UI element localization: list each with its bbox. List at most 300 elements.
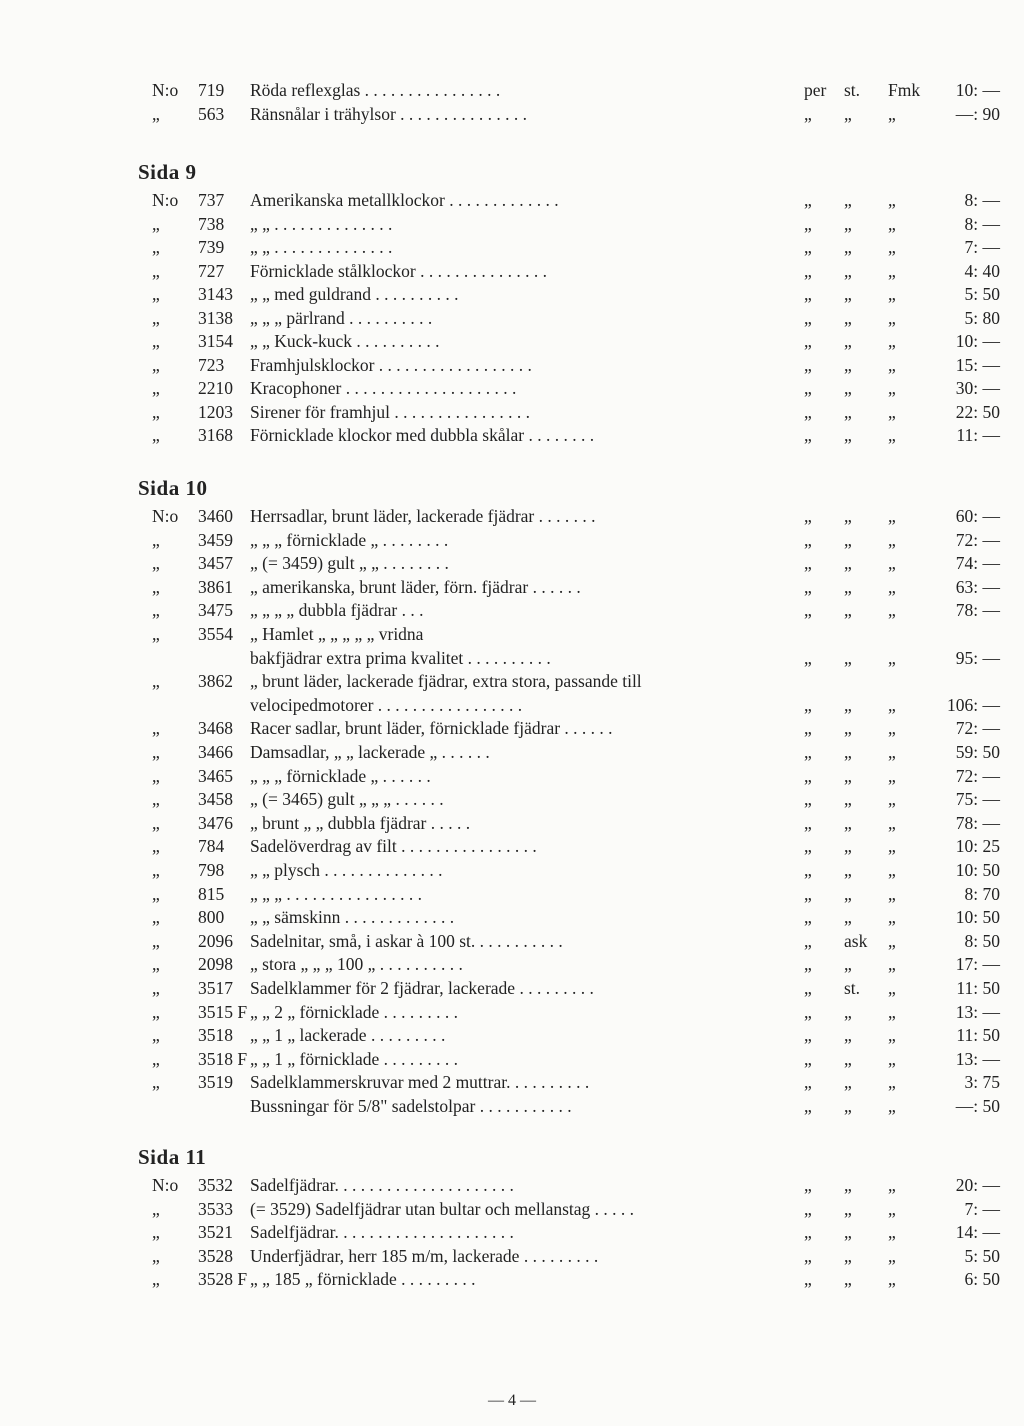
- catalog-row: [0, 259, 1024, 283]
- catalog-row: [0, 78, 1024, 102]
- item-prefix: „: [152, 425, 160, 445]
- item-prefix: „: [152, 789, 160, 810]
- catalog-row: [0, 858, 1024, 882]
- item-price: 17: —: [955, 954, 1000, 975]
- item-number: 739: [198, 237, 225, 257]
- item-number: 3476: [198, 812, 233, 833]
- unit-col-2: „: [844, 237, 852, 257]
- item-description: Sadelfjädrar. . . . . . . . . . . . . . . . . . . . .: [250, 1175, 514, 1195]
- unit-col-2: „: [844, 529, 852, 550]
- unit-col-1: „: [804, 600, 812, 621]
- catalog-row: [0, 1000, 1024, 1024]
- unit-col-3: „: [888, 307, 896, 328]
- item-price: 72: —: [955, 765, 1000, 786]
- item-description: Ränsnålar i trähylsor . . . . . . . . . . . . . . .: [250, 103, 528, 124]
- item-price: 15: —: [955, 354, 1000, 375]
- item-description: „ „ sämskinn . . . . . . . . . . . . .: [250, 907, 455, 928]
- unit-col-1: „: [804, 836, 812, 857]
- item-price: 11: —: [956, 425, 1000, 445]
- unit-col-3: Fmk: [888, 80, 921, 100]
- unit-col-2: „: [844, 1025, 852, 1046]
- unit-col-2: „: [844, 718, 852, 739]
- item-prefix: „: [152, 718, 160, 739]
- item-prefix: „: [152, 671, 160, 692]
- item-price: 13: —: [955, 1001, 1000, 1022]
- item-number: 800: [198, 907, 225, 928]
- unit-col-3: „: [888, 930, 896, 951]
- unit-col-3: „: [888, 1096, 896, 1116]
- unit-col-3: „: [888, 260, 896, 281]
- item-number: 727: [198, 260, 225, 281]
- unit-col-3: „: [888, 553, 896, 574]
- item-prefix: „: [152, 907, 160, 928]
- unit-col-1: „: [804, 1222, 812, 1242]
- unit-col-2: „: [844, 506, 852, 526]
- item-price: 3: 75: [964, 1072, 1000, 1093]
- unit-col-2: „: [844, 1222, 852, 1242]
- item-number: 3475: [198, 600, 233, 621]
- unit-col-3: „: [888, 401, 896, 422]
- item-description: Kracophoner . . . . . . . . . . . . . . . . . . . .: [250, 378, 517, 398]
- item-number: 737: [198, 190, 225, 210]
- item-number: 719: [198, 80, 225, 100]
- unit-col-2: „: [844, 401, 852, 422]
- unit-col-3: „: [888, 954, 896, 975]
- item-description: „ stora „ „ „ 100 „ . . . . . . . . . .: [250, 954, 463, 975]
- catalog-row: [0, 1047, 1024, 1071]
- item-description: „ brunt „ „ dubbla fjädrar . . . . .: [250, 812, 471, 833]
- unit-col-1: „: [804, 1198, 812, 1219]
- unit-col-3: „: [888, 331, 896, 351]
- unit-col-3: „: [888, 978, 896, 998]
- item-prefix: „: [152, 812, 160, 833]
- unit-col-2: „: [844, 1048, 852, 1069]
- unit-col-2: „: [844, 576, 852, 597]
- unit-col-1: „: [804, 789, 812, 810]
- item-prefix: „: [152, 1048, 160, 1069]
- unit-col-3: „: [888, 812, 896, 833]
- catalog-row: [0, 1023, 1024, 1047]
- item-description: „ „ 185 „ förnicklade . . . . . . . . .: [250, 1269, 476, 1289]
- item-prefix: „: [152, 307, 160, 328]
- item-number: 3554: [198, 624, 233, 644]
- item-price: 72: —: [955, 529, 1000, 550]
- item-price: 10: —: [955, 331, 1000, 351]
- item-description: „ amerikanska, brunt läder, förn. fjädrar . . . . . .: [250, 576, 581, 597]
- unit-col-1: „: [804, 647, 812, 668]
- item-price: 10: 25: [955, 836, 1000, 857]
- item-description: Sadelnitar, små, i askar à 100 st. . . . . . . . . . .: [250, 930, 563, 951]
- item-description: bakfjädrar extra prima kvalitet . . . . . . . . . .: [250, 647, 551, 668]
- catalog-row: [0, 976, 1024, 1000]
- unit-col-3: „: [888, 1025, 896, 1046]
- unit-col-1: „: [804, 553, 812, 574]
- unit-col-1: „: [804, 930, 812, 951]
- unit-col-2: „: [844, 103, 852, 124]
- item-prefix: N:o: [152, 506, 179, 526]
- item-description: „ „ „ „ dubbla fjädrar . . .: [250, 600, 424, 621]
- unit-col-2: „: [844, 1269, 852, 1289]
- item-description: „ „ 1 „ förnicklade . . . . . . . . .: [250, 1048, 458, 1069]
- section-title: Sida 9: [138, 160, 197, 184]
- item-prefix: „: [152, 600, 160, 621]
- catalog-row: [0, 787, 1024, 811]
- item-price: 6: 50: [964, 1269, 1000, 1289]
- catalog-row: [0, 598, 1024, 622]
- unit-col-2: ask: [844, 930, 868, 951]
- unit-col-2: „: [844, 742, 852, 762]
- catalog-row: [0, 575, 1024, 599]
- item-description: Sirener för framhjul . . . . . . . . . . . . . . . .: [250, 401, 530, 422]
- item-prefix: „: [152, 401, 160, 422]
- catalog-row: [0, 329, 1024, 353]
- unit-col-1: „: [804, 694, 812, 715]
- unit-col-2: „: [844, 378, 852, 398]
- item-number: 563: [198, 103, 225, 124]
- catalog-row: [0, 1267, 1024, 1291]
- item-price: 30: —: [955, 378, 1000, 398]
- item-description: Sadelklammerskruvar med 2 muttrar. . . . . . . . . .: [250, 1072, 590, 1093]
- item-number: 3458: [198, 789, 233, 810]
- unit-col-2: „: [844, 812, 852, 833]
- unit-col-3: „: [888, 860, 896, 880]
- item-price: 8: —: [964, 213, 1000, 234]
- item-prefix: „: [152, 1198, 160, 1219]
- catalog-row: [0, 400, 1024, 424]
- unit-col-3: „: [888, 907, 896, 928]
- unit-col-3: „: [888, 1198, 896, 1219]
- catalog-row: [0, 504, 1024, 528]
- unit-col-1: „: [804, 354, 812, 375]
- unit-col-1: „: [804, 1025, 812, 1046]
- unit-col-2: „: [844, 354, 852, 375]
- item-prefix: „: [152, 1222, 160, 1242]
- unit-col-3: „: [888, 190, 896, 210]
- unit-col-2: „: [844, 1245, 852, 1266]
- item-prefix: „: [152, 213, 160, 234]
- unit-col-1: „: [804, 1001, 812, 1022]
- catalog-row: [0, 646, 1024, 670]
- item-number: 2098: [198, 954, 233, 975]
- item-prefix: „: [152, 331, 160, 351]
- item-number: 3532: [198, 1175, 233, 1195]
- catalog-row: [0, 282, 1024, 306]
- unit-col-3: „: [888, 789, 896, 810]
- item-number: 3528 F: [198, 1269, 248, 1289]
- unit-col-3: „: [888, 647, 896, 668]
- item-description: Racer sadlar, brunt läder, förnicklade fjädrar . . . . . .: [250, 718, 613, 739]
- item-price: —: 90: [955, 103, 1000, 124]
- unit-col-3: „: [888, 529, 896, 550]
- unit-col-2: „: [844, 647, 852, 668]
- unit-col-1: „: [804, 860, 812, 880]
- item-price: 5: 50: [964, 1245, 1000, 1266]
- item-number: 784: [198, 836, 225, 857]
- item-prefix: „: [152, 529, 160, 550]
- unit-col-2: „: [844, 284, 852, 304]
- item-description: „ (= 3465) gult „ „ „ . . . . . .: [250, 789, 444, 810]
- item-price: 20: —: [955, 1175, 1000, 1195]
- item-description: velocipedmotorer . . . . . . . . . . . . . . . . .: [250, 694, 523, 715]
- item-number: 738: [198, 213, 225, 234]
- item-description: Röda reflexglas . . . . . . . . . . . . . . . .: [250, 80, 501, 100]
- item-prefix: „: [152, 954, 160, 975]
- unit-col-2: „: [844, 860, 852, 880]
- catalog-row: [0, 905, 1024, 929]
- item-number: 3533: [198, 1198, 233, 1219]
- item-description: Damsadlar, „ „ lackerade „ . . . . . .: [250, 742, 490, 762]
- item-description: Sadelöverdrag av filt . . . . . . . . . . . . . . . .: [250, 836, 537, 857]
- item-prefix: „: [152, 930, 160, 951]
- unit-col-3: „: [888, 576, 896, 597]
- item-price: 78: —: [955, 600, 1000, 621]
- item-prefix: „: [152, 765, 160, 786]
- unit-col-3: „: [888, 1245, 896, 1266]
- unit-col-3: „: [888, 213, 896, 234]
- unit-col-1: „: [804, 1072, 812, 1093]
- catalog-row: [0, 1220, 1024, 1244]
- unit-col-3: „: [888, 103, 896, 124]
- item-prefix: „: [152, 378, 160, 398]
- item-price: 10: 50: [955, 860, 1000, 880]
- item-description: „ (= 3459) gult „ „ . . . . . . . .: [250, 553, 449, 574]
- catalog-row: [0, 811, 1024, 835]
- unit-col-3: „: [888, 694, 896, 715]
- catalog-row: [0, 306, 1024, 330]
- item-price: 60: —: [955, 506, 1000, 526]
- unit-col-3: „: [888, 836, 896, 857]
- item-description: „ „ . . . . . . . . . . . . . .: [250, 237, 393, 257]
- catalog-row: [0, 188, 1024, 212]
- item-number: 3528: [198, 1245, 233, 1266]
- item-prefix: „: [152, 1072, 160, 1093]
- item-price: 5: 50: [964, 284, 1000, 304]
- catalog-row: [0, 1197, 1024, 1221]
- unit-col-2: „: [844, 307, 852, 328]
- item-number: 3465: [198, 765, 233, 786]
- unit-col-3: „: [888, 1048, 896, 1069]
- item-description: „ „ med guldrand . . . . . . . . . .: [250, 284, 459, 304]
- item-number: 723: [198, 354, 225, 375]
- item-description: „ „ 2 „ förnicklade . . . . . . . . .: [250, 1001, 458, 1022]
- item-price: 74: —: [955, 553, 1000, 574]
- unit-col-1: „: [804, 284, 812, 304]
- catalog-row: [0, 740, 1024, 764]
- unit-col-1: „: [804, 190, 812, 210]
- unit-col-2: „: [844, 1072, 852, 1093]
- item-price: 5: 80: [964, 307, 1000, 328]
- unit-col-3: „: [888, 354, 896, 375]
- item-prefix: „: [152, 553, 160, 574]
- item-prefix: „: [152, 260, 160, 281]
- item-number: 798: [198, 860, 225, 880]
- item-description: Amerikanska metallklockor . . . . . . . . . . . . .: [250, 190, 559, 210]
- item-description: Förnicklade stålklockor . . . . . . . . . . . . . . .: [250, 260, 547, 281]
- item-price: 63: —: [955, 576, 1000, 597]
- item-price: 78: —: [955, 812, 1000, 833]
- unit-col-2: „: [844, 331, 852, 351]
- unit-col-1: per: [804, 80, 827, 100]
- unit-col-1: „: [804, 907, 812, 928]
- catalog-row: [0, 693, 1024, 717]
- unit-col-3: „: [888, 1175, 896, 1195]
- item-price: 10: —: [955, 80, 1000, 100]
- catalog-row: [0, 929, 1024, 953]
- catalog-row: [0, 1070, 1024, 1094]
- unit-col-2: „: [844, 907, 852, 928]
- item-description: „ „ „ förnicklade „ . . . . . .: [250, 765, 431, 786]
- unit-col-1: „: [804, 742, 812, 762]
- unit-col-3: „: [888, 883, 896, 904]
- item-prefix: „: [152, 576, 160, 597]
- item-prefix: „: [152, 836, 160, 857]
- item-price: 11: 50: [956, 978, 1000, 998]
- item-prefix: N:o: [152, 190, 179, 210]
- catalog-row: [0, 423, 1024, 447]
- unit-col-3: „: [888, 378, 896, 398]
- unit-col-1: „: [804, 1269, 812, 1289]
- item-number: 3518 F: [198, 1048, 248, 1069]
- catalog-row: [0, 1244, 1024, 1268]
- unit-col-3: „: [888, 1269, 896, 1289]
- unit-col-1: „: [804, 812, 812, 833]
- item-number: 3154: [198, 331, 233, 351]
- item-prefix: „: [152, 624, 160, 644]
- item-price: 14: —: [955, 1222, 1000, 1242]
- item-number: 3521: [198, 1222, 233, 1242]
- item-number: 1203: [198, 401, 233, 422]
- catalog-row: [0, 353, 1024, 377]
- catalog-row: [0, 882, 1024, 906]
- catalog-row: [0, 212, 1024, 236]
- unit-col-2: „: [844, 1175, 852, 1195]
- unit-col-1: „: [804, 331, 812, 351]
- item-description: „ „ „ förnicklade „ . . . . . . . .: [250, 529, 449, 550]
- unit-col-3: „: [888, 1001, 896, 1022]
- unit-col-2: „: [844, 213, 852, 234]
- section-title: Sida 10: [138, 476, 208, 500]
- catalog-row: [0, 235, 1024, 259]
- page-number: — 4 —: [488, 1392, 536, 1409]
- item-price: 95: —: [955, 647, 1000, 668]
- item-description: „ Hamlet „ „ „ „ „ vridna: [250, 624, 424, 644]
- catalog-row: [0, 716, 1024, 740]
- unit-col-1: „: [804, 506, 812, 526]
- unit-col-1: „: [804, 260, 812, 281]
- item-prefix: „: [152, 354, 160, 375]
- unit-col-2: „: [844, 765, 852, 786]
- item-prefix: „: [152, 860, 160, 880]
- item-price: 7: —: [964, 237, 1000, 257]
- item-price: 8: 50: [964, 930, 1000, 951]
- item-price: 4: 40: [964, 260, 1000, 281]
- item-price: 8: —: [964, 190, 1000, 210]
- item-number: 2096: [198, 930, 233, 951]
- item-number: 3457: [198, 553, 233, 574]
- item-price: —: 50: [955, 1096, 1000, 1116]
- unit-col-2: „: [844, 883, 852, 904]
- unit-col-1: „: [804, 307, 812, 328]
- item-description: Sadelklammer för 2 fjädrar, lackerade . . . . . . . . .: [250, 978, 594, 998]
- unit-col-2: „: [844, 789, 852, 810]
- unit-col-2: „: [844, 1096, 852, 1116]
- unit-col-1: „: [804, 954, 812, 975]
- item-description: „ „ Kuck-kuck . . . . . . . . . .: [250, 331, 440, 351]
- item-number: 2210: [198, 378, 233, 398]
- catalog-row: [0, 376, 1024, 400]
- item-description: (= 3529) Sadelfjädrar utan bultar och mellanstag . . . . .: [250, 1198, 635, 1219]
- item-description: Bussningar för 5/8" sadelstolpar . . . . . . . . . . .: [250, 1096, 572, 1116]
- unit-col-2: „: [844, 600, 852, 621]
- item-number: 3466: [198, 742, 233, 762]
- item-description: „ „ „ pärlrand . . . . . . . . . .: [250, 307, 433, 328]
- unit-col-2: „: [844, 1001, 852, 1022]
- item-price: 106: —: [947, 694, 1000, 715]
- unit-col-3: „: [888, 1072, 896, 1093]
- item-prefix: „: [152, 1245, 160, 1266]
- item-description: „ „ „ . . . . . . . . . . . . . . . .: [250, 883, 423, 904]
- item-prefix: N:o: [152, 1175, 179, 1195]
- unit-col-1: „: [804, 529, 812, 550]
- item-price: 11: 50: [956, 1025, 1000, 1046]
- unit-col-2: st.: [844, 80, 861, 100]
- catalog-row: [0, 1094, 1024, 1118]
- item-prefix: „: [152, 742, 160, 762]
- section-title: Sida 11: [138, 1145, 207, 1169]
- unit-col-3: „: [888, 600, 896, 621]
- unit-col-1: „: [804, 765, 812, 786]
- item-prefix: „: [152, 1001, 160, 1022]
- unit-col-2: st.: [844, 978, 861, 998]
- unit-col-2: „: [844, 190, 852, 210]
- unit-col-1: „: [804, 1048, 812, 1069]
- catalog-row: [0, 102, 1024, 126]
- item-description: „ brunt läder, lackerade fjädrar, extra stora, passande till: [250, 671, 642, 692]
- item-price: 10: 50: [955, 907, 1000, 928]
- unit-col-2: „: [844, 553, 852, 574]
- unit-col-1: „: [804, 1245, 812, 1266]
- item-number: 3138: [198, 307, 233, 328]
- unit-col-2: „: [844, 1198, 852, 1219]
- item-description: „ „ plysch . . . . . . . . . . . . . .: [250, 860, 443, 880]
- item-price: 7: —: [964, 1198, 1000, 1219]
- item-number: 3862: [198, 671, 233, 692]
- unit-col-3: „: [888, 718, 896, 739]
- item-prefix: „: [152, 103, 160, 124]
- catalog-row: [0, 1173, 1024, 1197]
- item-number: 3517: [198, 978, 233, 998]
- unit-col-3: „: [888, 284, 896, 304]
- item-number: 3460: [198, 506, 233, 526]
- item-price: 72: —: [955, 718, 1000, 739]
- catalog-row: [0, 764, 1024, 788]
- unit-col-1: „: [804, 425, 812, 445]
- item-number: 3515 F: [198, 1001, 248, 1022]
- item-price: 59: 50: [955, 742, 1000, 762]
- unit-col-2: „: [844, 694, 852, 715]
- unit-col-1: „: [804, 401, 812, 422]
- unit-col-3: „: [888, 425, 896, 445]
- item-prefix: „: [152, 237, 160, 257]
- unit-col-1: „: [804, 213, 812, 234]
- unit-col-2: „: [844, 954, 852, 975]
- unit-col-3: „: [888, 765, 896, 786]
- unit-col-2: „: [844, 260, 852, 281]
- item-description: Förnicklade klockor med dubbla skålar . . . . . . . .: [250, 425, 595, 445]
- unit-col-1: „: [804, 1175, 812, 1195]
- unit-col-1: „: [804, 576, 812, 597]
- catalog-row: [0, 528, 1024, 552]
